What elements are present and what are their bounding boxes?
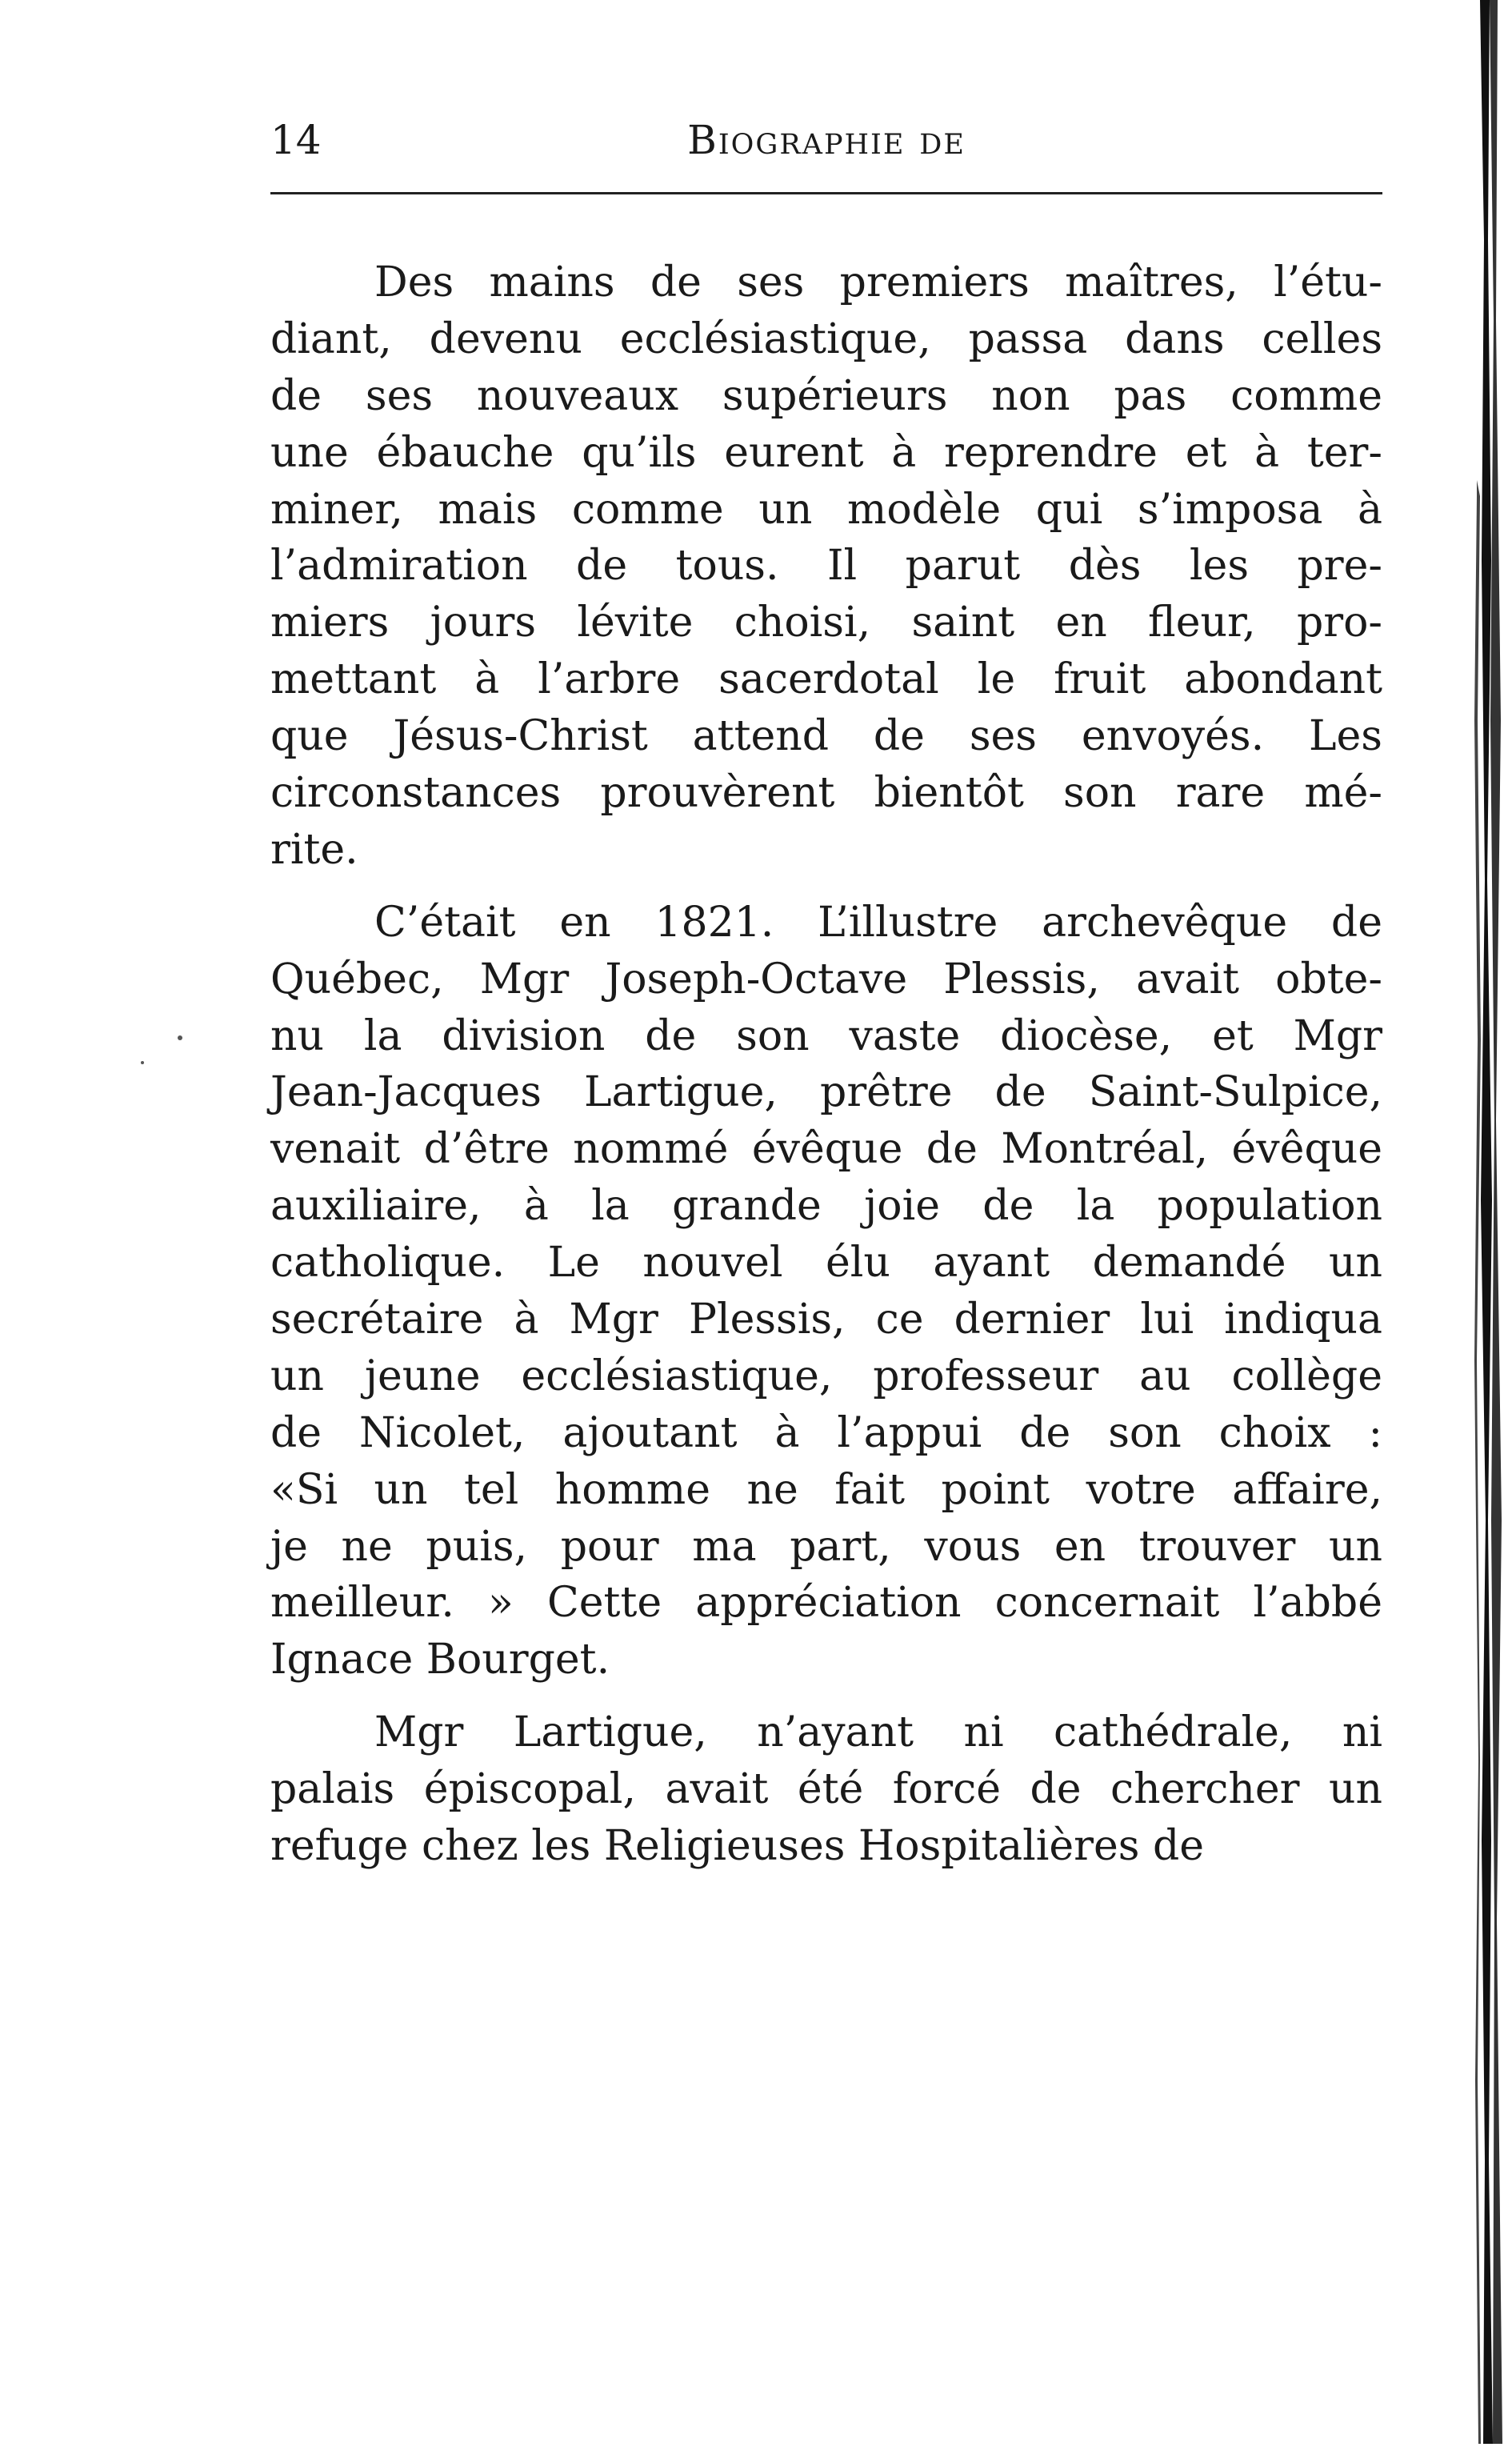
text-line: circonstances prouvèrent bientôt son rare mé- xyxy=(270,769,1382,818)
text-line: l’admiration de tous. Il parut dès les pre- xyxy=(270,542,1382,591)
text-line: rite. xyxy=(270,825,358,874)
text-line: auxiliaire, à la grande joie de la population xyxy=(270,1182,1382,1231)
text-line: meilleur. » Cette appréciation concernait l’abbé xyxy=(270,1579,1382,1628)
text-line: de Nicolet, ajoutant à l’appui de son choix : xyxy=(270,1408,1382,1457)
text-line: miers jours lévite choisi, saint en fleur, pro- xyxy=(270,599,1382,647)
page-number: 14 xyxy=(270,117,322,163)
speck xyxy=(178,1035,182,1040)
speck xyxy=(141,1061,144,1064)
text-line: «Si un tel homme ne fait point votre affaire, xyxy=(270,1465,1382,1514)
text-line: je ne puis, pour ma part, vous en trouver un xyxy=(270,1522,1382,1571)
text-line: mettant à l’arbre sacerdotal le fruit abondant xyxy=(270,655,1382,704)
text-line: un jeune ecclésiastique, professeur au collège xyxy=(270,1352,1382,1400)
text-line: Québec, Mgr Joseph-Octave Plessis, avait obte- xyxy=(270,955,1382,1003)
text-line: une ébauche qu’ils eurent à reprendre et à ter- xyxy=(270,428,1382,477)
header-rule xyxy=(270,192,1382,194)
paragraph-gap xyxy=(270,1688,1382,1704)
text-line: miner, mais comme un modèle qui s’imposa à xyxy=(270,485,1382,534)
text-line: catholique. Le nouvel élu ayant demandé un xyxy=(270,1239,1382,1288)
text-line: Des mains de ses premiers maîtres, l’étu- xyxy=(374,258,1382,306)
binding-edge xyxy=(1448,0,1512,2444)
text-line: Jean-Jacques Lartigue, prêtre de Saint-Sulpice, xyxy=(270,1068,1382,1117)
text-line: venait d’être nommé évêque de Montréal, évêque xyxy=(270,1125,1382,1174)
text-line: secrétaire à Mgr Plessis, ce dernier lui indiqua xyxy=(270,1296,1382,1344)
page-header xyxy=(270,112,1382,184)
body-text xyxy=(270,254,1382,1875)
running-title: Biographie de xyxy=(687,117,966,163)
text-line: Mgr Lartigue, n’ayant ni cathédrale, ni xyxy=(374,1708,1382,1757)
text-line: diant, devenu ecclésiastique, passa dans celles xyxy=(270,314,1382,363)
text-line: nu la division de son vaste diocèse, et Mgr xyxy=(270,1011,1382,1060)
text-line: Ignace Bourget. xyxy=(270,1636,610,1684)
text-line: refuge chez les Religieuses Hospitalières de xyxy=(270,1822,1205,1871)
text-line: de ses nouveaux supérieurs non pas comme xyxy=(270,371,1382,420)
text-line: palais épiscopal, avait été forcé de chercher un xyxy=(270,1765,1382,1814)
text-line: que Jésus-Christ attend de ses envoyés. Les xyxy=(270,712,1382,761)
binding-edge-shadow xyxy=(1448,0,1512,2444)
text-line: C’était en 1821. L’illustre archevêque de xyxy=(374,898,1382,947)
paragraph-gap xyxy=(270,879,1382,895)
